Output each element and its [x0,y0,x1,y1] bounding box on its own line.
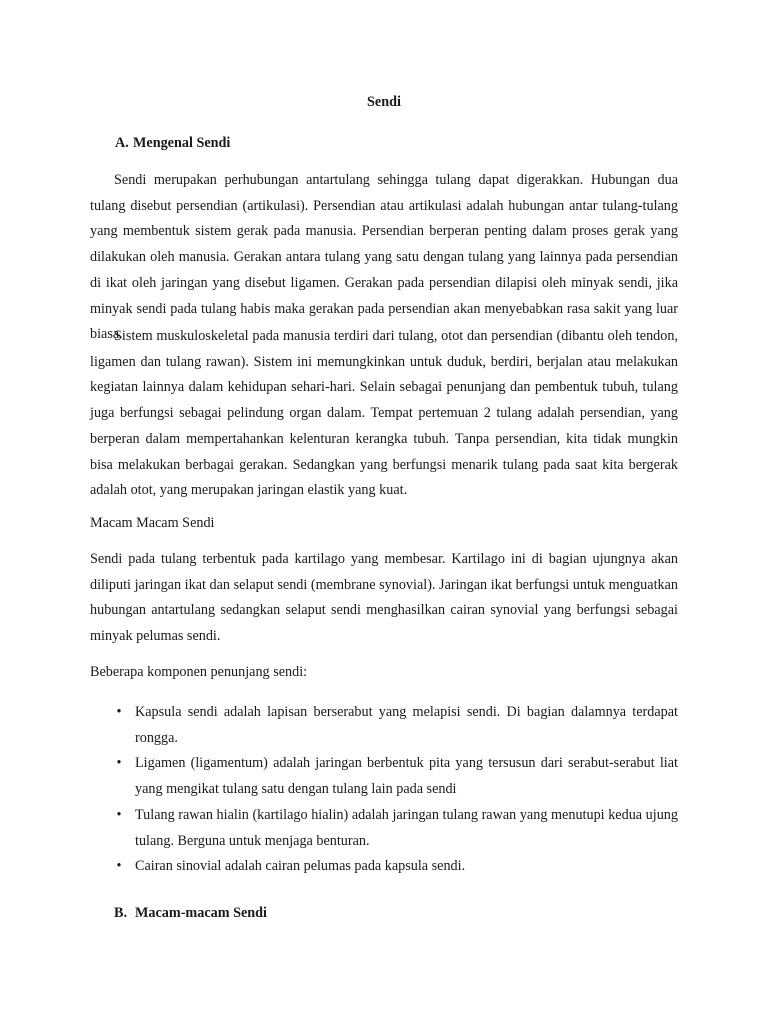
komponen-intro: Beberapa komponen penunjang sendi: [90,664,308,680]
section-a-heading [115,133,230,153]
section-b-letter: B. [114,905,128,921]
list-item-text: Kapsula sendi adalah lapisan berserabut yang melapisi sendi. Di bagian dalamnya terdapat rongga. [135,704,678,746]
list-item-text: Ligamen (ligamentum) adalah jaringan berbentuk pita yang tersusun dari serabut-serabut liat yang mengikat tulang satu dengan tulang lain pada sendi [135,755,678,798]
paragraph-1: Sendi merupakan perhubungan antartulang sehingga tulang dapat digerakkan. Hubungan dua tulang disebut persendian (artikulasi). Persendian atau artikulasi adalah hubungan antar tulang-tulang yang membentuk sistem gerak pada manusia. Persendian berperan penting dalam proses gerak yang dilakukan oleh manusia. Gerakan antara tulang yang satu dengan tulang yang lainnya pada persendian di ikat oleh jaringan yang disebut ligamen. Gerakan pada persendian dilapisi oleh minyak sendi, jika minyak sendi pada tulang habis maka gerakan pada persendian akan menyebabkan rasa sakit yang luar biasa. [90,172,678,343]
bullet-icon: • [116,755,122,772]
section-a-letter: A. [115,135,129,151]
list-item [114,751,678,802]
list-item [114,700,678,751]
komponen-list [114,700,678,880]
list-item [114,854,678,880]
subheading-macam-macam-sendi: Macam Macam Sendi [90,515,215,531]
bullet-icon: • [116,858,122,875]
page-title: Sendi [367,94,401,110]
list-item-text: Tulang rawan hialin (kartilago hialin) adalah jaringan tulang rawan yang menutupi kedua ujung tulang. Berguna untuk menjaga benturan. [135,806,678,849]
section-a-title: Mengenal Sendi [133,135,231,151]
list-item-text: Cairan sinovial adalah cairan pelumas pada kapsula sendi. [135,858,466,875]
section-b-heading [114,903,267,923]
section-b-title: Macam-macam Sendi [135,905,267,921]
paragraph-3: Sendi pada tulang terbentuk pada kartilago yang membesar. Kartilago ini di bagian ujungnya akan diliputi jaringan ikat dan selaput sendi (membrane synovial). Jaringan ikat berfungsi untuk menguatkan hubungan antartulang sedangkan selaput sendi menghasilkan cairan synovial yang berfungsi sebagai minyak pelumas sendi. [90,551,678,645]
bullet-icon: • [116,806,122,823]
list-item [114,803,678,854]
bullet-icon: • [116,704,122,720]
paragraph-2: Sistem muskuloskeletal pada manusia terdiri dari tulang, otot dan persendian (dibantu oleh tendon, ligamen dan tulang rawan). Sistem ini memungkinkan untuk duduk, berdiri, berjalan atau melakukan kegiatan lainnya dalam kehidupan sehari-hari. Selain sebagai penunjang dan pembentuk tubuh, tulang juga berfungsi sebagai pelindung organ dalam. Tempat pertemuan 2 tulang adalah persendian, yang berperan dalam mempertahankan kelenturan kerangka tubuh. Tanpa persendian, kita tidak mungkin bisa melakukan berbagai gerakan. Sedangkan yang berfungsi menarik tulang pada saat kita bergerak adalah otot, yang merupakan jaringan elastik yang kuat. [90,328,678,499]
